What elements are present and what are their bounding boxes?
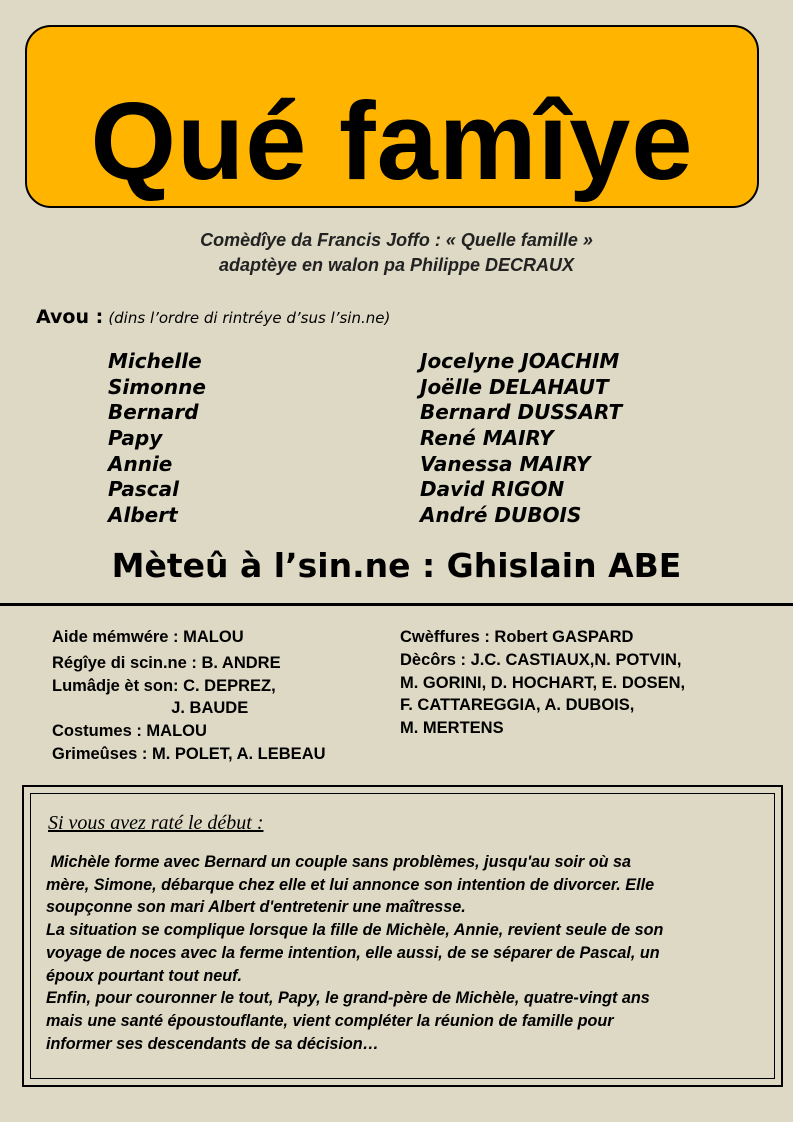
synopsis-line: La situation se complique lorsque la fille de Michèle, Annie, revient seule de son — [46, 921, 664, 940]
synopsis-line: informer ses descendants de sa décision… — [46, 1034, 379, 1053]
synopsis-line: mais une santé époustouflante, vient compléter la réunion de famille pour — [46, 1011, 614, 1030]
cast-roles — [108, 349, 206, 529]
crew-line: Dècôrs : J.C. CASTIAUX,N. POTVIN, — [400, 650, 682, 669]
director-credit: Mèteû à l’sin.ne : Ghislain ABE — [111, 546, 682, 585]
crew-right-column — [400, 626, 685, 740]
crew-line: Lumâdje èt son: C. DEPREZ, — [52, 676, 276, 695]
cast-actor: David RIGON — [420, 477, 565, 502]
subtitle-line-1: Comèdîye da Francis Joffo : « Quelle famille » — [200, 230, 593, 250]
cast-actor: Bernard DUSSART — [420, 400, 623, 425]
cast-actor: Joëlle DELAHAUT — [420, 374, 609, 399]
cast-actor: René MAIRY — [420, 426, 554, 451]
crew-line: F. CATTAREGGIA, A. DUBOIS, — [400, 696, 635, 715]
play-title: Qué famîye — [90, 80, 694, 203]
crew-line: Régîye di scin.ne : B. ANDRE — [52, 653, 281, 672]
cast-role: Pascal — [108, 477, 179, 502]
subtitle-line-2: adaptèye en walon pa Philippe DECRAUX — [218, 255, 575, 275]
cast-role: Bernard — [108, 400, 199, 425]
crew-line: Cwèffures : Robert GASPARD — [400, 628, 634, 646]
synopsis-line: époux pourtant tout neuf. — [46, 966, 243, 985]
crew-line: Costumes : MALOU — [52, 722, 207, 741]
crew-line: M. GORINI, D. HOCHART, E. DOSEN, — [400, 673, 686, 692]
title-banner — [25, 25, 759, 208]
cast-actors — [420, 349, 622, 529]
cast-role: Annie — [108, 451, 173, 476]
cast-heading-label: Avou : — [36, 306, 104, 328]
synopsis-line: mère, Simone, débarque chez elle et lui annonce son intention de divorcer. Elle — [46, 875, 655, 894]
cast-role: Albert — [108, 503, 178, 528]
synopsis-line: voyage de noces avec la ferme intention, elle aussi, de se séparer de Pascal, un — [46, 943, 660, 962]
crew-line: Aide mémwére : MALOU — [52, 628, 244, 646]
synopsis-box — [22, 785, 783, 1087]
cast-role: Michelle — [108, 349, 202, 373]
cast-heading — [36, 306, 390, 328]
cast-actor: Jocelyne JOACHIM — [420, 349, 620, 373]
synopsis-line: Enfin, pour couronner le tout, Papy, le grand-père de Michèle, quatre-vingt ans — [46, 989, 650, 1008]
crew-left-column — [52, 626, 326, 766]
synopsis-inner-frame — [30, 793, 775, 1079]
cast-actor: Vanessa MAIRY — [420, 451, 591, 476]
cast-actor: André DUBOIS — [420, 503, 582, 528]
cast-role: Papy — [108, 426, 163, 451]
cast-role: Simonne — [108, 374, 206, 399]
cast-heading-note: (dins l’ordre di rintréye d’sus l’sin.ne) — [108, 309, 391, 327]
synopsis-text — [46, 851, 663, 1055]
crew-line: J. BAUDE — [52, 699, 249, 718]
divider-line — [0, 603, 793, 606]
synopsis-line: Michèle forme avec Bernard un couple sans problèmes, jusqu'au soir où sa — [46, 853, 631, 871]
crew-line: M. MERTENS — [400, 719, 504, 738]
crew-line: Grimeûses : M. POLET, A. LEBEAU — [52, 744, 326, 763]
synopsis-line: soupçonne son mari Albert d'entretenir une maîtresse. — [46, 898, 466, 917]
synopsis-heading: Si vous avez raté le début : — [48, 812, 264, 834]
